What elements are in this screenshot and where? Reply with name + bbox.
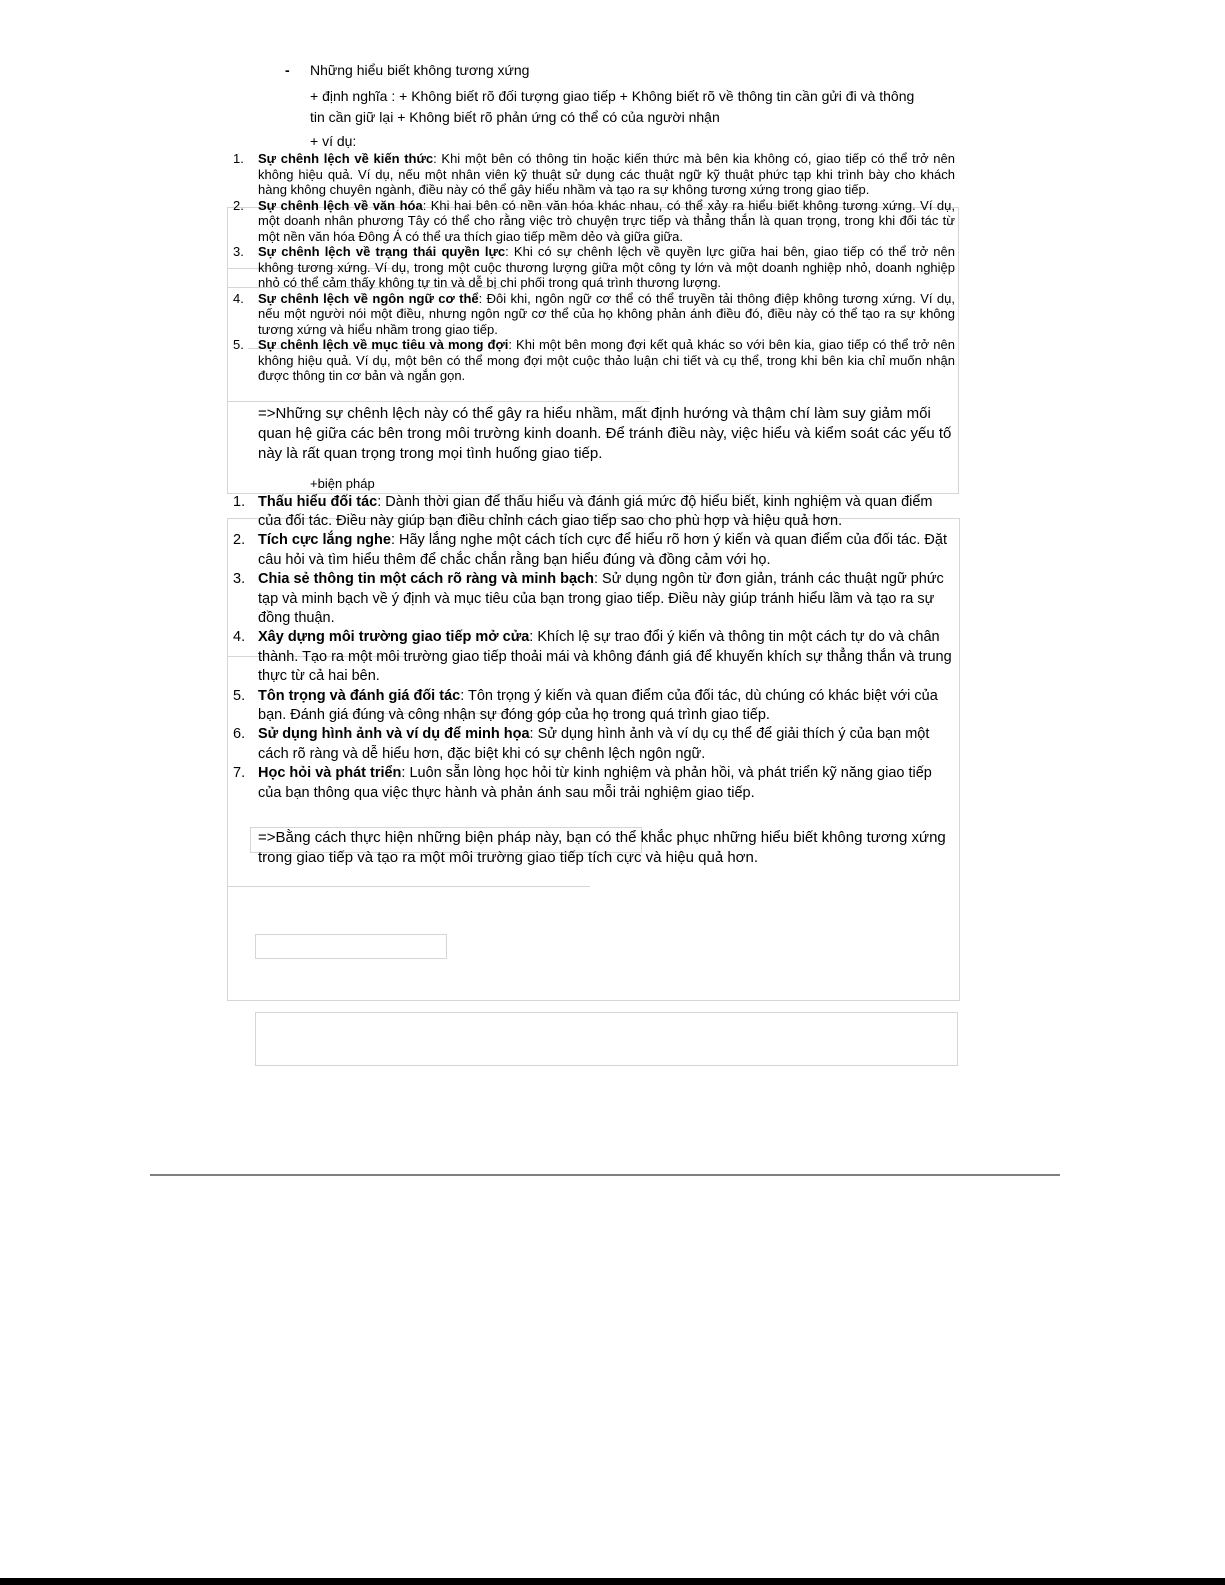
intro-bullet: [285, 60, 955, 80]
list-item: [233, 151, 955, 198]
list-item-title: Xây dựng môi trường giao tiếp mở cửa: [258, 629, 530, 646]
list-item: [233, 725, 955, 764]
list-item-text: : Khi có sự chênh lệch về quyền lực giữa hai bên, giao tiếp có thể trở nên không tương xứng. Ví dụ, trong một cuộc thương lượng giữa một công ty lớn và một doanh nghiệp nhỏ, doanh nghiệp nhỏ có thể cảm thấy không tự tin và dễ bị chi phối trong quá trình thương lượng.: [258, 244, 955, 290]
text-frame-artifact: [255, 1012, 958, 1066]
list-item-body: [258, 531, 955, 570]
list-item-title: Sử dụng hình ảnh và ví dụ để minh họa: [258, 726, 530, 743]
list-item-title: Sự chênh lệch về trạng thái quyền lực: [258, 244, 506, 259]
list-item: [233, 570, 955, 628]
list-item-body: [258, 291, 955, 338]
list-item-text: : Khi một bên mong đợi kết quả khác so với bên kia, giao tiếp có thể trở nên không hiệu quả. Ví dụ, một bên có thể mong đợi một cuộc thảo luận chi tiết và cụ thể, trong khi bên kia chỉ muốn nhận được thông tin cơ bản và ngắn gọn.: [258, 337, 955, 383]
examples-list: [233, 151, 955, 384]
measures-label: +biện pháp: [310, 475, 375, 491]
list-item-text: : Khi hai bên có nền văn hóa khác nhau, có thể xảy ra hiểu biết không tương xứng. Ví dụ, một doanh nhân phương Tây có thể cho rằng việc trò chuyện trực tiếp và thẳng thắn là quan trọng, trong khi đối tác từ một nền văn hóa Đông Á có thể ưa thích giao tiếp mềm dẻo và giữa giữa.: [258, 197, 955, 244]
list-item-body: [258, 493, 955, 532]
list-item-title: Sự chênh lệch về mục tiêu và mong đợi: [258, 337, 509, 352]
measures-list: [233, 493, 955, 804]
list-item: [233, 628, 955, 686]
list-item-text: : Tôn trọng ý kiến và quan điểm của đối tác, dù chúng có khác biệt với của bạn. Đánh giá đúng và công nhận sự đóng góp của họ trong quá trình giao tiếp.: [258, 687, 938, 723]
definition-paragraph: + định nghĩa : + Không biết rõ đối tượng giao tiếp + Không biết rõ về thông tin cần gửi đi và thông tin cần giữ lại + Không biết rõ phản ứng có thể có của người nhận: [310, 88, 915, 125]
list-item-body: [258, 337, 955, 384]
measures-conclusion: =>Bằng cách thực hiện những biện pháp này, bạn có thể khắc phục những hiểu biết không tương xứng trong giao tiếp và tạo ra một môi trường giao tiếp tích cực và hiệu quả hơn.: [258, 829, 946, 866]
bullet-dash-marker: -: [285, 62, 290, 78]
list-item-text: : Đôi khi, ngôn ngữ cơ thể có thể truyền tải thông điệp không tương xứng. Ví dụ, nếu một người nói một điều, nhưng ngôn ngữ cơ thể của họ không phản ánh điều đó, điều này có thể tạo ra sự không tương xứng và hiểu nhầm trong giao tiếp.: [258, 290, 955, 337]
list-item-text: : Sử dụng hình ảnh và ví dụ cụ thể để giải thích ý của bạn một cách rõ ràng và dễ hiểu hơn, đặc biệt khi có sự chênh lệch ngôn ngữ.: [258, 726, 930, 762]
list-item: [233, 337, 955, 384]
list-item-title: Học hỏi và phát triển: [258, 765, 402, 782]
list-item-title: Tôn trọng và đánh giá đối tác: [258, 687, 461, 704]
list-item-body: [258, 764, 955, 803]
list-item-body: [258, 570, 955, 628]
list-item: [233, 493, 955, 532]
list-item-number: 4.: [233, 290, 244, 306]
list-item-number: 5.: [233, 337, 244, 352]
bottom-edge-bar: [0, 1578, 1225, 1585]
list-item-text: : Luôn sẵn lòng học hỏi từ kinh nghiệm và phản hồi, và phát triển kỹ năng giao tiếp của bạn thông qua việc thực hành và phản ánh sau mỗi trải nghiệm giao tiếp.: [258, 765, 932, 801]
list-item: [233, 198, 955, 245]
list-item-number: 6.: [233, 726, 246, 743]
text-frame-artifact-line: [227, 886, 590, 887]
list-item-text: : Khích lệ sự trao đổi ý kiến và thông tin một cách tự do và chân thành. Tạo ra một môi trường giao tiếp thoải mái và không đánh giá để khuyến khích sự thẳng thắn và trung thực từ cả hai bên.: [258, 629, 952, 685]
list-item-body: [258, 151, 955, 198]
list-item-text: : Hãy lắng nghe một cách tích cực để hiểu rõ hơn ý kiến và quan điểm của đối tác. Đặt câu hỏi và tìm hiểu thêm để chắc chắn rằng bạn hiểu đúng và đồng cảm với họ.: [258, 532, 947, 568]
list-item-number: 2.: [233, 197, 244, 213]
list-item-text: : Khi một bên có thông tin hoặc kiến thức mà bên kia không có, giao tiếp có thể trở nên không hiệu quả. Ví dụ, nếu một nhân viên kỹ thuật sử dụng các thuật ngữ kỹ thuật phức tạp khi trình bày cho khách hàng không chuyên ngành, điều này có thể gây hiểu nhầm và tạo ra sự không tương xứng trong giao tiếp.: [258, 151, 955, 197]
list-item-title: Tích cực lắng nghe: [258, 532, 391, 549]
list-item-text: : Dành thời gian để thấu hiểu và đánh giá mức độ hiểu biết, kinh nghiệm và quan điểm của đối tác. Điều này giúp bạn điều chỉnh cách giao tiếp sao cho phù hợp và hiệu quả hơn.: [258, 493, 933, 529]
list-item-body: [258, 244, 955, 291]
list-item-body: [258, 725, 955, 764]
list-item: [233, 764, 955, 803]
list-item: [233, 291, 955, 338]
list-item-title: Sự chênh lệch về kiến thức: [258, 151, 434, 166]
list-item-body: [258, 198, 955, 245]
document-content: [233, 60, 955, 868]
list-item-title: Thấu hiểu đối tác: [258, 493, 378, 510]
list-item-body: [258, 687, 955, 726]
list-item-number: 5.: [233, 687, 246, 704]
list-item-text: : Sử dụng ngôn từ đơn giản, tránh các thuật ngữ phức tạp và minh bạch về ý định và mục tiêu của bạn trong giao tiếp. Điều này giúp tránh hiểu lầm và tạo ra sự đồng thuận.: [258, 571, 944, 626]
list-item-number: 4.: [233, 629, 246, 646]
text-frame-artifact: [255, 934, 447, 959]
list-item-number: 7.: [233, 765, 246, 782]
horizontal-divider: [150, 1174, 1060, 1176]
list-item-title: Chia sẻ thông tin một cách rõ ràng và minh bạch: [258, 571, 594, 588]
list-item-number: 2.: [233, 532, 246, 549]
list-item-title: Sự chênh lệch về văn hóa: [258, 197, 423, 213]
example-label: + ví dụ:: [310, 133, 357, 149]
list-item-body: [258, 628, 955, 686]
list-item: [233, 531, 955, 570]
list-item-number: 3.: [233, 571, 246, 588]
list-item-number: 3.: [233, 244, 244, 259]
intro-bullet-text: Những hiểu biết không tương xứng: [310, 62, 530, 78]
list-item: [233, 687, 955, 726]
list-item: [233, 244, 955, 291]
list-item-number: 1.: [233, 151, 244, 166]
list-item-title: Sự chênh lệch về ngôn ngữ cơ thể: [258, 290, 479, 306]
examples-conclusion: =>Những sự chênh lệch này có thể gây ra hiểu nhầm, mất định hướng và thậm chí làm suy giảm mối quan hệ giữa các bên trong môi trường kinh doanh. Để tránh điều này, việc hiểu và kiểm soát các yếu tố này là rất quan trọng trong mọi tình huống giao tiếp.: [258, 404, 952, 462]
list-item-number: 1.: [233, 493, 246, 510]
